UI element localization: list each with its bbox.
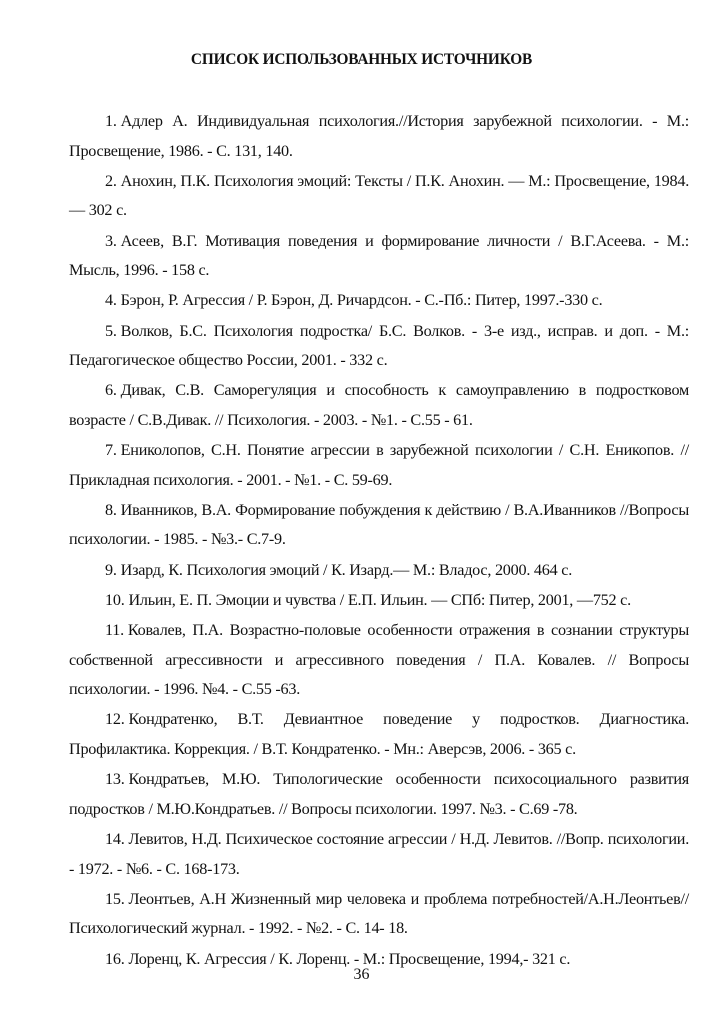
reference-number: 14. — [105, 829, 125, 848]
reference-item — [69, 317, 689, 376]
reference-item — [69, 616, 689, 705]
reference-item — [69, 227, 689, 286]
reference-item — [69, 556, 689, 586]
reference-item — [69, 286, 689, 316]
reference-item — [69, 107, 689, 166]
reference-item — [69, 376, 689, 435]
reference-item — [69, 496, 689, 555]
reference-text: Адлер А. Индивидуальная психология.//История зарубежной психологии. - М.: Просвещение, 1986. - С. 131, 140. — [69, 112, 689, 160]
reference-number: 5. — [105, 321, 117, 340]
reference-number: 4. — [105, 291, 117, 310]
reference-item — [69, 825, 689, 884]
reference-text: Ильин, Е. П. Эмоции и чувства / Е.П. Ильин. — СПб: Питер, 2001, —752 с. — [128, 590, 631, 609]
reference-number: 2. — [105, 171, 117, 190]
reference-text: Левитов, Н.Д. Психическое состояние агрессии / Н.Д. Левитов. //Вопр. психологии. - 1972. - №6. - С. 168-173. — [69, 829, 689, 878]
reference-item — [69, 885, 689, 944]
reference-number: 16. — [105, 949, 125, 968]
reference-text: Изард, К. Психология эмоций / К. Изард.— М.: Владос, 2000. 464 с. — [120, 560, 572, 579]
reference-text: Леонтьев, А.Н Жизненный мир человека и проблема потребностей/А.Н.Леонтьев//Психологический журнал. - 1992. - №2. - С. 14- 18. — [69, 889, 689, 938]
reference-text: Иванников, В.А. Формирование побуждения к действию / В.А.Иванников //Вопросы психологии. - 1985. - №3.- С.7-9. — [69, 500, 689, 549]
reference-number: 9. — [105, 560, 117, 579]
page-title: СПИСОК ИСПОЛЬЗОВАННЫХ ИСТОЧНИКОВ — [190, 51, 533, 68]
reference-item — [69, 705, 689, 764]
reference-number: 7. — [105, 441, 117, 460]
reference-list — [69, 107, 689, 975]
reference-text: Кондратьев, М.Ю. Типологические особенности психосоциального развития подростков / М.Ю.Кондратьев. // Вопросы психологии. 1997. №3. - С.69 -78. — [69, 770, 689, 818]
reference-number: 12. — [105, 710, 125, 729]
reference-item — [69, 586, 689, 616]
reference-text: Ковалев, П.А. Возрастно-половые особенности отражения в сознании структуры собственной агрессивности и агрессивного поведения / П.А. Ковалев. // Вопросы психологии. - 1996. №4. - С.55 -63. — [69, 621, 689, 699]
reference-number: 3. — [105, 231, 117, 250]
reference-text: Дивак, С.В. Саморегуляция и способность к самоуправлению в подростковом возрасте / С.В.Дивак. // Психология. - 2003. - №1. - С.55 - 61. — [69, 381, 689, 429]
reference-number: 1. — [105, 112, 117, 130]
reference-text: Кондратенко, В.Т. Девиантное поведение у подростков. Диагностика. Профилактика. Коррекция. / В.Т. Кондратенко. - Мн.: Аверсэв, 2006. - 365 с. — [69, 710, 689, 758]
reference-number: 6. — [105, 381, 117, 400]
page-number: 36 — [353, 966, 370, 983]
reference-item — [69, 167, 689, 226]
reference-number: 10. — [105, 590, 125, 609]
reference-item — [69, 765, 689, 824]
reference-text: Лоренц, К. Агрессия / К. Лоренц. - М.: Просвещение, 1994,- 321 с. — [128, 949, 571, 968]
reference-text: Волков, Б.С. Психология подростка/ Б.С. Волков. - 3-е изд., исправ. и доп. - М.: Педагогическое общество России, 2001. - 332 с. — [69, 321, 689, 370]
reference-number: 11. — [105, 621, 124, 640]
reference-item — [69, 436, 689, 495]
reference-number: 8. — [105, 500, 117, 519]
reference-number: 15. — [105, 889, 125, 908]
reference-text: Асеев, В.Г. Мотивация поведения и формирование личности / В.Г.Асеева. - М.: Мысль, 1996. - 158 с. — [69, 231, 689, 280]
reference-text: Бэрон, Р. Агрессия / Р. Бэрон, Д. Ричардсон. - С.-Пб.: Питер, 1997.-330 с. — [120, 291, 603, 310]
reference-number: 13. — [105, 770, 125, 789]
reference-text: Анохин, П.К. Психология эмоций: Тексты / П.К. Анохин. — М.: Просвещение, 1984. — 302 с. — [69, 171, 689, 220]
reference-text: Ениколопов, С.Н. Понятие агрессии в зарубежной психологии / С.Н. Еникопов. //Прикладная психология. - 2001. - №1. - С. 59-69. — [69, 441, 689, 489]
